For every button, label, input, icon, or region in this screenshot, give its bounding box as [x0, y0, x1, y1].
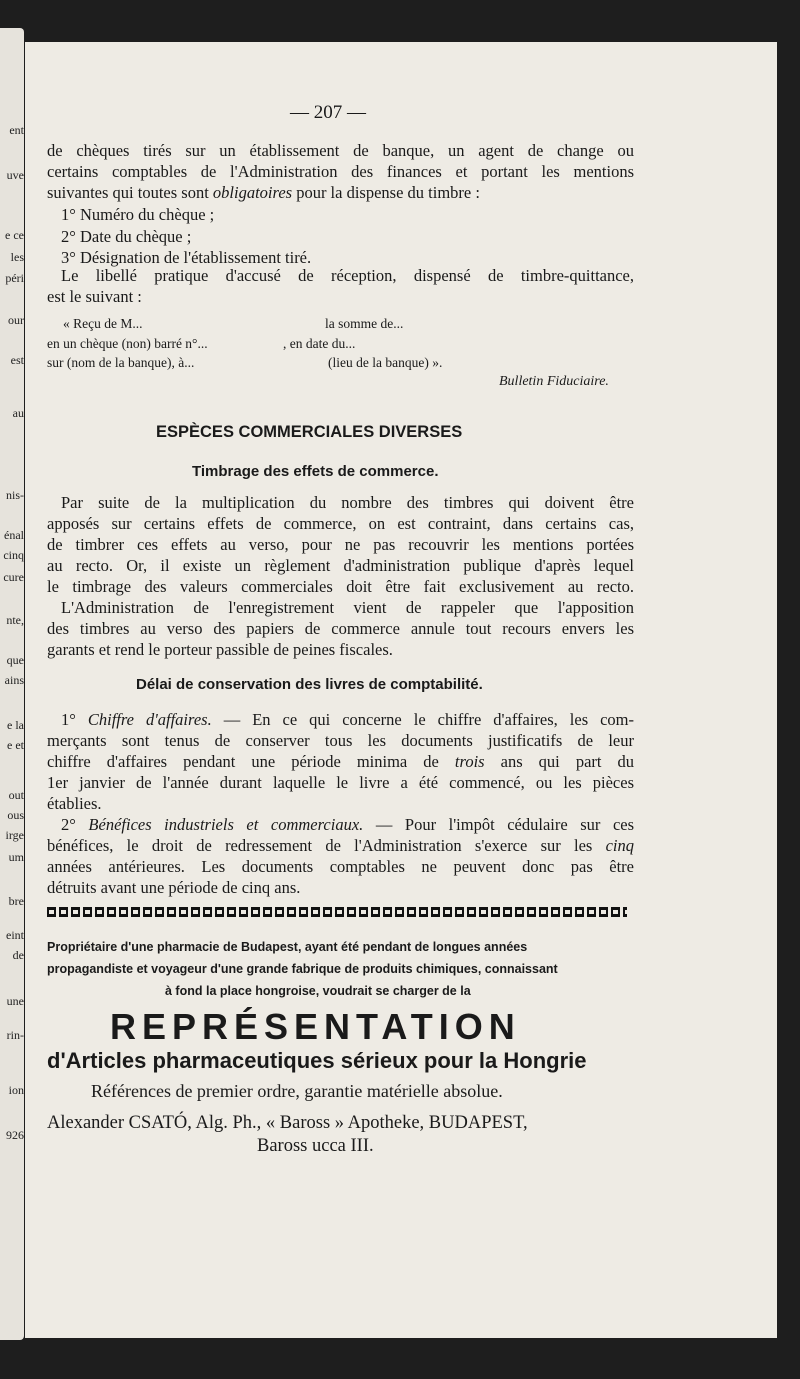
- text-line: apposés sur certains effets de commerce, on est contraint, dans certains cas,: [47, 514, 634, 533]
- margin-fragment: est: [10, 353, 24, 367]
- section-title: ESPÈCES COMMERCIALES DIVERSES: [156, 423, 463, 441]
- text-line: au recto. Or, il existe un règlement d'administration publique d'après lequel: [47, 556, 634, 575]
- ad-text: Propriétaire d'une pharmacie de Budapest, ayant été pendant de longues années: [47, 940, 528, 954]
- margin-fragment: énal: [4, 528, 24, 542]
- left-page-edge: [0, 28, 24, 1340]
- margin-fragment: 926: [6, 1128, 24, 1142]
- receipt-line: (lieu de la banque) ».: [328, 355, 443, 370]
- list-item: 3° Désignation de l'établissement tiré.: [61, 248, 312, 267]
- text-line: établies.: [47, 794, 102, 813]
- margin-fragment: ains: [4, 673, 24, 687]
- margin-fragment: bre: [8, 894, 24, 908]
- margin-fragment: ent: [9, 123, 24, 137]
- subsection-title: Délai de conservation des livres de comptabilité.: [136, 676, 483, 693]
- margin-fragment: de: [12, 948, 24, 962]
- text-line: détruits avant une période de cinq ans.: [47, 878, 301, 897]
- text-line: bénéfices, le droit de redressement de l'Administration s'exerce sur les cinq: [47, 836, 634, 855]
- text-line: des timbres au verso des papiers de commerce annule tout recours envers les: [47, 619, 634, 638]
- text-line: de timbrer ces effets au verso, pour ne pas recouvrir les mentions portées: [47, 535, 634, 554]
- margin-fragment: our: [8, 313, 24, 327]
- text-line: est le suivant :: [47, 287, 142, 306]
- ad-references: Références de premier ordre, garantie matérielle absolue.: [91, 1081, 503, 1101]
- margin-fragment: e et: [7, 738, 24, 752]
- margin-fragment: cure: [3, 570, 24, 584]
- margin-fragment: cinq: [3, 548, 24, 562]
- list-item: 1° Numéro du chèque ;: [61, 205, 215, 224]
- list-item: 2° Date du chèque ;: [61, 226, 192, 246]
- text-line: L'Administration de l'enregistrement vient de rappeler que l'apposition: [61, 598, 634, 617]
- text-line: 1er janvier de l'année durant laquelle le livre a été commencé, ou les pièces: [47, 773, 634, 792]
- margin-fragment: une: [6, 994, 24, 1008]
- margin-fragment: nte,: [6, 613, 24, 627]
- receipt-line: sur (nom de la banque), à...: [47, 355, 195, 370]
- margin-fragment: e la: [7, 718, 24, 732]
- margin-fragment: e ce: [5, 228, 24, 242]
- margin-fragment: que: [6, 653, 24, 667]
- text-line: le timbrage des valeurs commerciales doit être fait exclusivement au recto.: [47, 577, 634, 596]
- text-line: Par suite de la multiplication du nombre des timbres qui doivent être: [61, 493, 634, 512]
- intro-paragraph: [47, 140, 634, 203]
- delai-paragraph: [47, 709, 634, 898]
- text-line: suivantes qui toutes sont obligatoires pour la dispense du timbre :: [47, 183, 480, 202]
- margin-fragment: um: [8, 850, 24, 864]
- margin-fragment: ion: [8, 1083, 24, 1097]
- receipt-line: en un chèque (non) barré n°...: [47, 336, 208, 351]
- margin-fragment: irge: [5, 828, 24, 842]
- receipt-source: Bulletin Fiduciaire.: [499, 374, 609, 389]
- text-line: certains comptables de l'Administration des finances et portant les mentions: [47, 162, 634, 181]
- ad-subheading: d'Articles pharmaceutiques sérieux pour la Hongrie: [47, 1048, 587, 1073]
- text-line: 2° Bénéfices industriels et commerciaux. — Pour l'impôt cédulaire sur ces: [61, 815, 635, 834]
- text-line: années antérieures. Les documents comptables ne peuvent donc pas être: [47, 857, 634, 876]
- margin-fragment: péri: [5, 271, 24, 285]
- document-page: [25, 42, 777, 1338]
- text-line: de chèques tirés sur un établissement de banque, un agent de change ou: [47, 141, 634, 160]
- margin-fragment: ous: [7, 808, 24, 822]
- margin-fragment: rin-: [6, 1028, 24, 1042]
- ad-text: à fond la place hongroise, voudrait se charger de la: [165, 984, 471, 998]
- text-line: 1° Chiffre d'affaires. — En ce qui concerne le chiffre d'affaires, les com-: [61, 710, 635, 729]
- margin-fragment: uve: [6, 168, 24, 182]
- receipt-line: « Reçu de M...: [63, 316, 143, 331]
- timbrage-paragraph: [47, 492, 634, 660]
- ad-headline: REPRÉSENTATION: [110, 1006, 521, 1047]
- receipt-line: , en date du...: [283, 336, 356, 351]
- text-line: garants et rend le porteur passible de peines fiscales.: [47, 640, 393, 659]
- page-number: — 207 —: [290, 102, 366, 123]
- libelle-paragraph: [47, 265, 634, 307]
- subsection-title: Timbrage des effets de commerce.: [192, 463, 439, 480]
- text-line: merçants sont tenus de conserver tous les documents justificatifs de leur: [47, 731, 634, 750]
- margin-fragment: les: [10, 250, 24, 264]
- receipt-line: la somme de...: [325, 316, 404, 331]
- ad-text: propagandiste et voyageur d'une grande fabrique de produits chimiques, connaissant: [47, 962, 558, 976]
- margin-fragment: out: [8, 788, 24, 802]
- ad-address: Alexander CSATÓ, Alg. Ph., « Baross » Apotheke, BUDAPEST,: [47, 1113, 528, 1133]
- margin-fragment: eint: [6, 928, 24, 942]
- margin-fragment: au: [12, 406, 24, 420]
- ad-address: Baross ucca III.: [257, 1136, 374, 1156]
- dotted-separator: [47, 907, 627, 917]
- numbered-list: [61, 204, 311, 269]
- text-line: chiffre d'affaires pendant une période minima de trois ans qui part du: [47, 752, 635, 771]
- text-line: Le libellé pratique d'accusé de réception, dispensé de timbre-quittance,: [61, 266, 634, 285]
- margin-fragment: nis-: [6, 488, 24, 502]
